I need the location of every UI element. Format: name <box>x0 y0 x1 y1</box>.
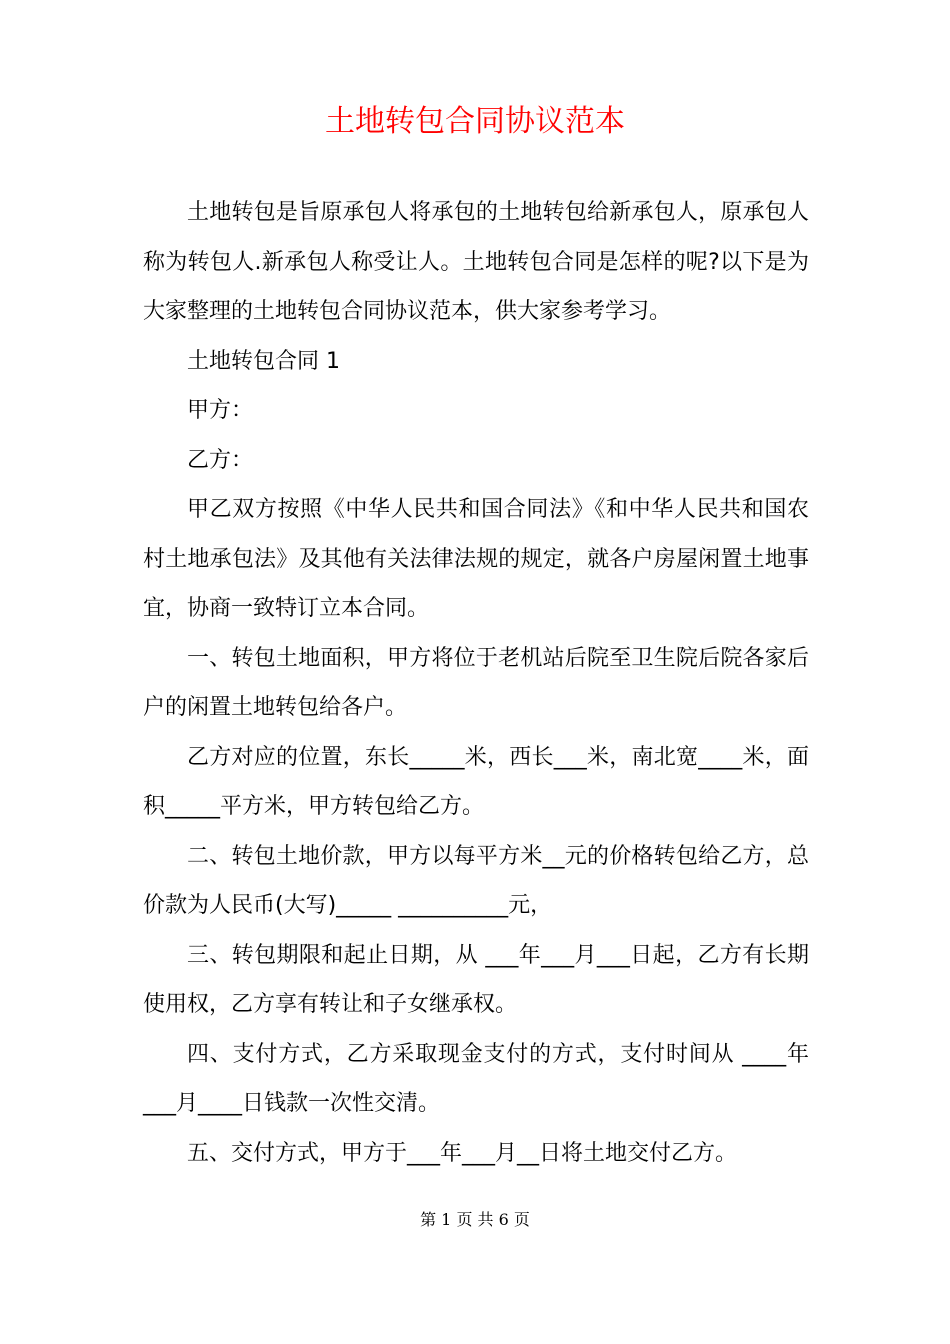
clause-1-detail-paragraph: 乙方对应的位置，东长_____米，西长___米，南北宽____米，面积_____平方米，甲方转包给乙方。 <box>143 744 809 819</box>
clause-2-paragraph: 二、转包土地价款，甲方以每平方米__元的价格转包给乙方，总价款为人民币(大写)_____ __________元， <box>143 843 809 918</box>
page-number-footer: 第 1 页 共 6 页 <box>420 1210 530 1229</box>
intro-paragraph: 土地转包是旨原承包人将承包的土地转包给新承包人，原承包人称为转包人.新承包人称受让人。土地转包合同是怎样的呢?以下是为大家整理的土地转包合同协议范本，供大家参考学习。 <box>143 200 809 324</box>
clause-4-paragraph: 四、支付方式，乙方采取现金支付的方式，支付时间从 ____年___月____日钱款一次性交清。 <box>143 1041 809 1116</box>
contract-heading: 土地转包合同 1 <box>187 348 340 374</box>
party-a-line: 甲方： <box>187 398 254 423</box>
clause-5-paragraph: 五、交付方式，甲方于___年___月__日将土地交付乙方。 <box>187 1140 738 1166</box>
document-title: 土地转包合同协议范本 <box>325 104 625 139</box>
preamble-paragraph: 甲乙双方按照《中华人民共和国合同法》《和中华人民共和国农村土地承包法》及其他有关法律法规的规定，就各户房屋闲置土地事宜，协商一致特订立本合同。 <box>143 497 809 621</box>
clause-3-paragraph: 三、转包期限和起止日期，从 ___年___月___日起，乙方有长期使用权，乙方享有转让和子女继承权。 <box>143 942 809 1017</box>
party-b-line: 乙方： <box>187 447 254 473</box>
clause-1-paragraph: 一、转包土地面积，甲方将位于老机站后院至卫生院后院各家后户的闲置土地转包给各户。 <box>143 645 809 720</box>
document-body <box>143 188 809 1178</box>
